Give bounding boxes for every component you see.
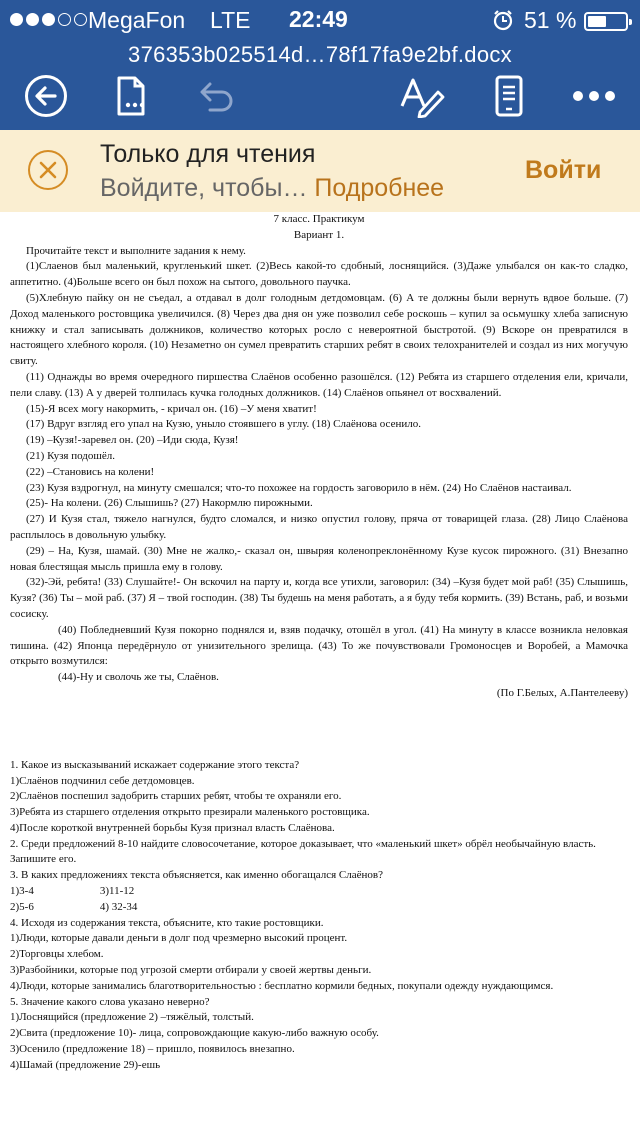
status-bar [0,0,640,40]
question-5: 5. Значение какого слова указано неверно? [10,995,210,1008]
undo-icon [194,76,238,116]
signal-strength-icon [10,13,87,26]
answer-option: 2)Свита (предложение 10)- лица, сопровождающие какую-либо важную особу. [10,1027,379,1040]
dismiss-banner-button[interactable] [28,150,68,190]
doc-paragraph: (27) И Кузя стал, тяжело нагнулся, будто сломался, и низко опустил голову, пряча от товарищей глаза. (28) Лицо Слаёнова расплылось в довольную улыбку. [10,513,628,541]
network-type: LTE [210,7,251,33]
document-filename: 376353b025514d…78f17fa9e2bf.docx [128,42,512,67]
file-menu-button[interactable] [108,72,156,120]
battery-percent: 51 % [524,7,577,33]
doc-paragraph: (17) Вдруг взгляд его упал на Кузю, уныло стоявшего в углу. (18) Слаёнова осенило. [26,418,421,431]
more-icon [570,88,618,104]
doc-paragraph: (19) –Кузя!-заревел он. (20) –Иди сюда, Кузя! [26,434,239,447]
doc-paragraph: (5)Хлебную пайку он не съедал, а отдавал в долг голодным детдомовцам. (6) А те должны были вернуть вдвое больше. (7) Доход маленького ростовщика увеличился. (8) Через два дня он уже позволил себе роскошь – купил за осьмушку хлеба записную книжку и стал записывать должников, количество которых росло с невероятной быстротой. (9) Вскоре он превратился в настоящего хлебного короля. (10) Незаметно он сумел превратить старших ребят в своих телохранителей и создал из них могучую свиту. [10,291,628,368]
answer-option: 2)5-6 4) 32-34 [10,900,138,913]
more-options-button[interactable] [570,72,618,120]
answer-option: 2)Торговцы хлебом. [10,948,104,961]
doc-paragraph: (40) Побледневший Кузя покорно поднялся и, взяв подачку, отошёл в угол. (41) На минуту в классе возникла неловкая тишина. (42) Японца передёрнуло от унизительного зрелища. (43) То же почувствовали Громоносцев и Воробей, а Мамочка открыто возмутился: [10,623,628,668]
answer-option: 3)Ребята из старшего отделения открыто презирали маленького ростовщика. [10,806,370,819]
back-button[interactable] [22,72,70,120]
doc-paragraph: (44)-Ну и сволочь же ты, Слаёнов. [58,671,219,684]
answer-option: 4)После короткой внутренней борьбы Кузя признал власть Слаёнова. [10,821,335,834]
edit-button[interactable] [398,72,446,120]
banner-title: Только для чтения [100,140,316,168]
banner-subtitle [100,174,444,203]
answer-option: 1)Люди, которые давали деньги в долг под чрезмерно высокий процент. [10,932,348,945]
file-icon [112,74,152,118]
mobile-view-button[interactable] [485,72,533,120]
status-time: 22:49 [289,6,348,32]
answer-option: 1)3-4 3)11-12 [10,885,135,898]
doc-paragraph: (23) Кузя вздрогнул, на минуту смешался; что-то похожее на гордость заговорило в нём. (24) Но Слаёнов настаивал. [26,481,572,494]
doc-attribution: (По Г.Белых, А.Пантелееву) [496,686,628,699]
doc-heading: 7 класс. Практикум [273,213,365,225]
document-body [10,212,628,1074]
question-4: 4. Исходя из содержания текста, объясните, кто такие ростовщики. [10,916,324,929]
doc-paragraph: (15)-Я всех могу накормить, - кричал он. (16) –У меня хватит! [26,402,317,415]
undo-button[interactable] [192,72,240,120]
app-header [0,0,640,130]
question-1: 1. Какое из высказываний искажает содержание этого текста? [10,758,300,771]
banner-subtitle-text: Войдите, чтобы… [100,174,308,202]
battery-level [588,16,606,27]
doc-paragraph: (11) Однажды во время очередного пиршества Слаёнов особенно разошёлся. (12) Ребята из старшего отделения ели, кричали, пели славу. (13) А у дверей толпилась кучка голодных должников. (14) Слаёнов опьянел от восхвалений. [10,370,628,399]
doc-paragraph: Прочитайте текст и выполните задания к нему. [26,244,246,257]
text-edit-icon [398,74,446,118]
doc-paragraph: (21) Кузя подошёл. [26,449,115,462]
back-arrow-icon [24,74,68,118]
battery-icon [584,12,628,31]
doc-variant: Вариант 1. [293,228,345,241]
doc-paragraph: (22) –Становись на колени! [26,465,155,478]
answer-option: 1)Слаёнов подчинил себе детдомовцев. [10,774,195,787]
answer-option: 3)Разбойники, которые под угрозой смерти отбирали у своей жертвы деньги. [10,964,372,977]
close-icon [38,160,58,180]
answer-option: 2)Слаёнов поспешил задобрить старших ребят, чтобы те охраняли его. [10,790,342,803]
carrier-name: MegaFon [88,7,186,33]
doc-paragraph: (1)Слаенов был маленький, кругленький шкет. (2)Весь какой-то сдобный, лоснящийся. (3)Даже улыбался он как-то сладко, аппетитно. (4)Больше всего он был похож на сытого, довольного паучка. [10,260,628,289]
doc-paragraph: (32)-Эй, ребята! (33) Слушайте!- Он вскочил на парту и, когда все утихли, заговорил: (34) –Кузя будет мой раб! (35) Слышишь, Кузя? (36) Ты – мой раб. (37) Я – твой господин. (38) Ты будешь на меня работать, а я буду тебя кормить. (39) Встань, раб, и возьми сосиску. [10,576,628,620]
answer-option: 4)Шамай (предложение 29)-ешь [10,1058,161,1071]
alarm-icon [492,9,514,37]
doc-paragraph: (25)- На колени. (26) Слышишь? (27) Накормлю пирожными. [26,497,313,510]
mobile-view-icon [492,74,526,118]
answer-option: 1)Лоснящийся (предложение 2) –тяжёлый, толстый. [10,1011,254,1024]
answer-option: 3)Осенило (предложение 18) – пришло, появилось внезапно. [10,1043,295,1056]
question-2: 2. Среди предложений 8-10 найдите словосочетание, которое доказывает, что «маленький шкет» обрёл необычайную власть. Запишите его. [10,837,596,866]
more-info-link[interactable]: Подробнее [314,174,445,202]
doc-paragraph: (29) – На, Кузя, шамай. (30) Мне не жалко,- сказал он, швыряя коленопреклонённому Кузе кусок пирожного. (31) Внезапно новая блестящая мысль пришла ему в голову. [10,544,628,573]
answer-option: 4)Люди, которые занимались благотворительностью : бесплатно кормили бедных, покупали одежду нуждающимся. [10,979,554,992]
login-button[interactable]: Войти [525,156,602,184]
question-3: 3. В каких предложениях текста объясняется, как именно обогащался Слаёнов? [10,869,383,882]
